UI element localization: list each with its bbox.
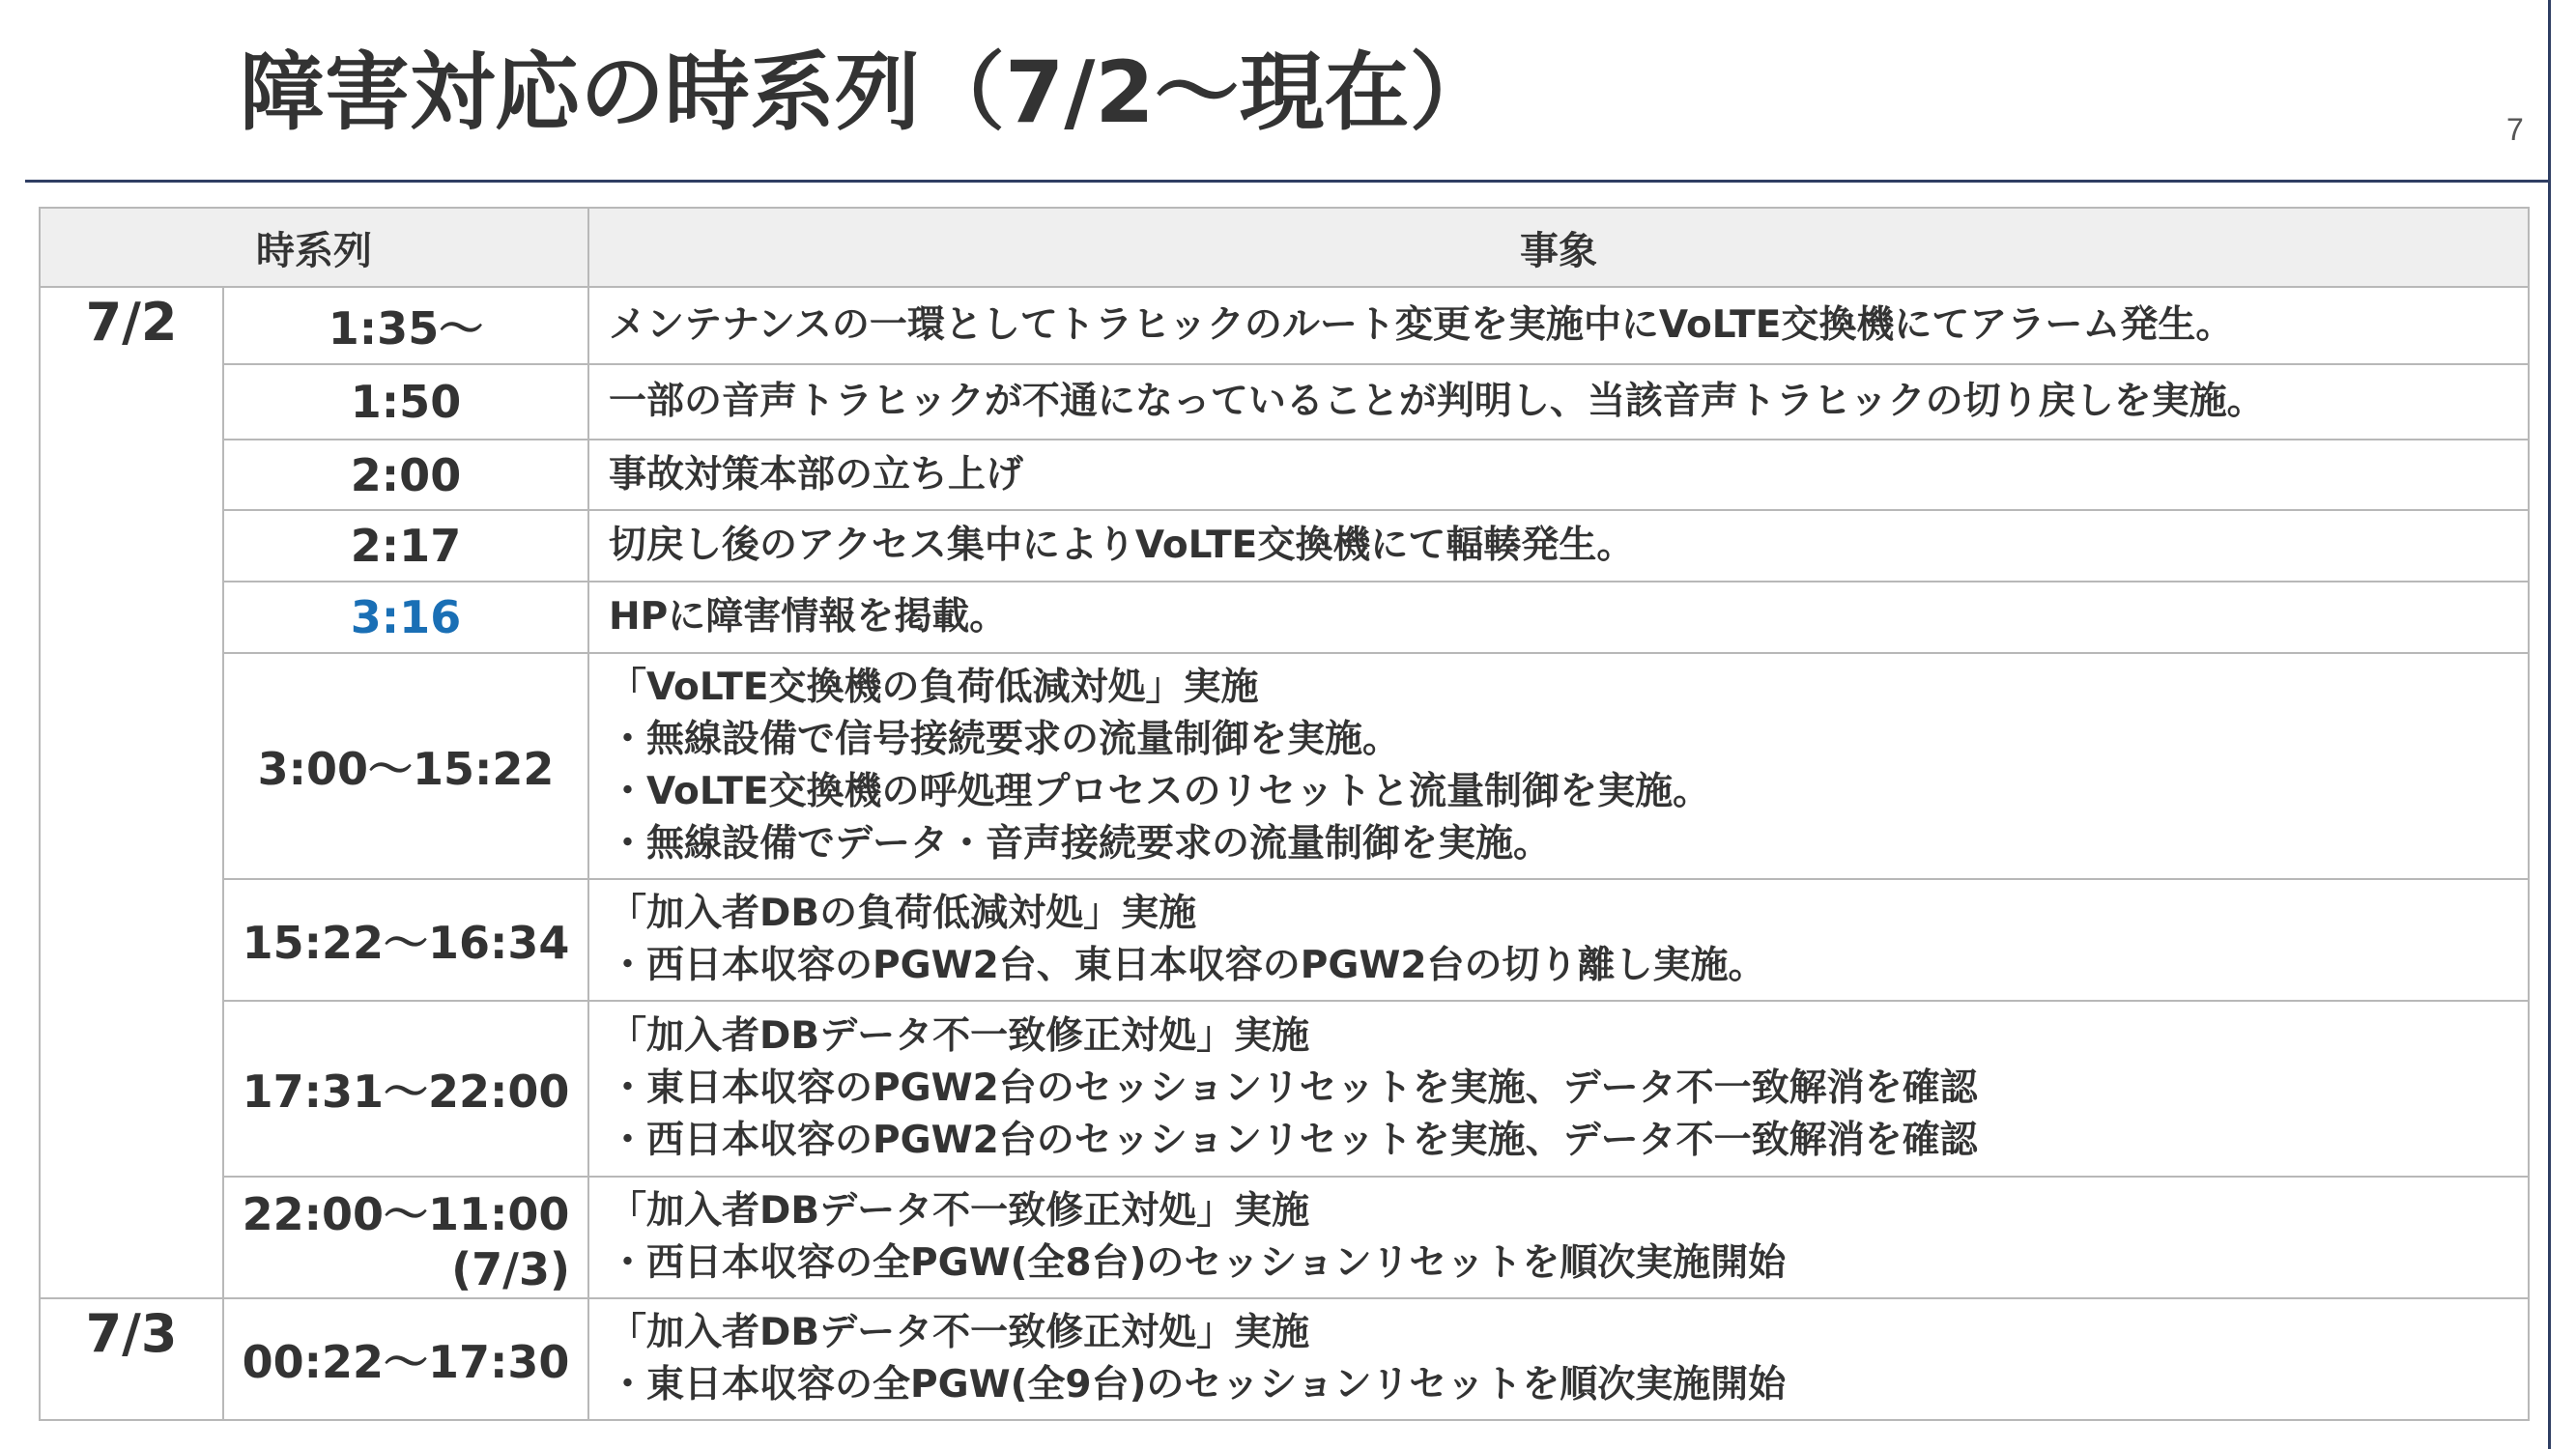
- time-cell: [223, 510, 588, 582]
- time-label: 3:00～15:22: [257, 743, 555, 795]
- event-line: ・無線設備でデータ・音声接続要求の流量制御を実施。: [609, 822, 1552, 866]
- table-row: [40, 1177, 2529, 1298]
- event-cell: [588, 364, 2529, 440]
- time-label: 1:35～: [328, 302, 484, 355]
- event-line: 「VoLTE交換機の負荷低減対処」実施: [609, 666, 1259, 709]
- event-cell: [588, 879, 2529, 1001]
- event-cell: [588, 1298, 2529, 1420]
- event-line: 切戻し後のアクセス集中によりVoLTE交換機にて輻輳発生。: [609, 524, 1635, 567]
- event-line: 「加入者DBの負荷低減対処」実施: [609, 892, 1197, 935]
- time-cell: [223, 364, 588, 440]
- time-label: 17:31～22:00: [242, 1065, 570, 1118]
- right-edge-divider: [2548, 0, 2551, 1449]
- event-line: 「加入者DBデータ不一致修正対処」実施: [609, 1311, 1310, 1354]
- date-cell: 7/3: [40, 1298, 223, 1420]
- table-row: [40, 287, 2529, 364]
- event-line: メンテナンスの一環としてトラヒックのルート変更を実施中にVoLTE交換機にてアラーム発生。: [609, 303, 2234, 347]
- table-row: [40, 653, 2529, 879]
- time-label: 00:22～17:30: [242, 1336, 570, 1388]
- table-row: [40, 1001, 2529, 1177]
- event-line: ・西日本収容のPGW2台のセッションリセットを実施、データ不一致解消を確認: [609, 1119, 1978, 1162]
- time-label: 2:17: [350, 520, 462, 572]
- table-row: [40, 364, 2529, 440]
- event-line: ・西日本収容の全PGW(全8台)のセッションリセットを順次実施開始: [609, 1241, 1787, 1285]
- event-line: 一部の音声トラヒックが不通になっていることが判明し、当該音声トラヒックの切り戻しを実施。: [609, 380, 2265, 423]
- table-row: [40, 582, 2529, 653]
- event-line: ・無線設備で信号接続要求の流量制御を実施。: [609, 718, 1401, 761]
- table-row: [40, 1298, 2529, 1420]
- event-cell: [588, 510, 2529, 582]
- event-line: ・西日本収容のPGW2台、東日本収容のPGW2台の切り離し実施。: [609, 944, 1766, 987]
- time-label: 22:00～11:00: [242, 1188, 570, 1240]
- time-cell: [223, 653, 588, 879]
- header-event: 事象: [588, 208, 2529, 287]
- timeline-table: [39, 207, 2530, 1421]
- event-cell: [588, 1177, 2529, 1298]
- page-number: 7: [2506, 112, 2524, 147]
- event-line: 事故対策本部の立ち上げ: [609, 452, 1024, 497]
- event-cell: [588, 1001, 2529, 1177]
- time-sublabel: (7/3): [451, 1243, 570, 1295]
- table-row: [40, 879, 2529, 1001]
- event-line: ・東日本収容のPGW2台のセッションリセットを実施、データ不一致解消を確認: [609, 1066, 1978, 1110]
- time-cell: [223, 879, 588, 1001]
- timeline-body: [40, 287, 2529, 1420]
- time-cell: [223, 582, 588, 653]
- table-row: [40, 440, 2529, 510]
- time-label: 3:16: [350, 591, 462, 643]
- time-cell: [223, 1001, 588, 1177]
- time-label: 1:50: [350, 376, 462, 428]
- event-line: ・VoLTE交換機の呼処理プロセスのリセットと流量制御を実施。: [609, 770, 1711, 813]
- date-cell: 7/2: [40, 287, 223, 1298]
- event-cell: [588, 653, 2529, 879]
- header-timeline: 時系列: [40, 208, 588, 287]
- event-cell: [588, 287, 2529, 364]
- time-cell: [223, 1298, 588, 1420]
- event-cell: [588, 440, 2529, 510]
- time-cell: [223, 287, 588, 364]
- time-cell: [223, 440, 588, 510]
- time-cell: [223, 1177, 588, 1298]
- header-divider: [25, 180, 2551, 183]
- slide-title: 障害対応の時系列（7/2～現在）: [240, 43, 1495, 142]
- event-line: HPに障害情報を掲載。: [609, 595, 1008, 639]
- time-label: 2:00: [350, 448, 462, 501]
- event-line: 「加入者DBデータ不一致修正対処」実施: [609, 1014, 1310, 1058]
- table-header-row: [40, 208, 2529, 287]
- time-label: 15:22～16:34: [242, 917, 570, 969]
- event-line: ・東日本収容の全PGW(全9台)のセッションリセットを順次実施開始: [609, 1363, 1787, 1406]
- event-cell: [588, 582, 2529, 653]
- table-row: [40, 510, 2529, 582]
- event-line: 「加入者DBデータ不一致修正対処」実施: [609, 1189, 1310, 1233]
